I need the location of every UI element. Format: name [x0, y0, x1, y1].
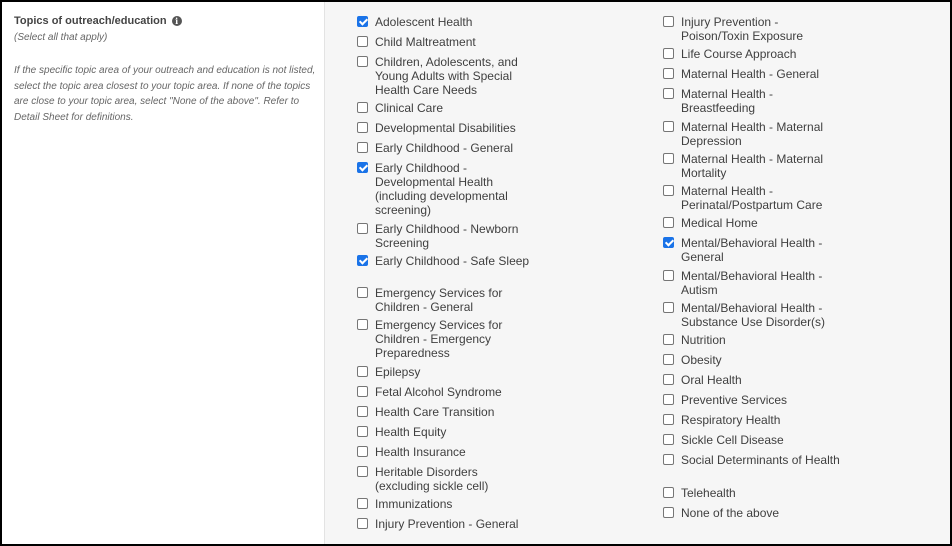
topic-option-label: Maternal Health - Breastfeeding	[681, 87, 774, 115]
topic-option[interactable]	[663, 236, 848, 264]
topic-option[interactable]	[663, 216, 848, 230]
topic-option[interactable]	[357, 318, 532, 360]
topic-option[interactable]	[663, 152, 848, 180]
topic-option[interactable]	[357, 365, 532, 379]
checkbox[interactable]	[357, 386, 368, 397]
topic-option-label: Child Maltreatment	[375, 35, 476, 49]
topic-option[interactable]	[357, 405, 532, 419]
topic-option-label: Early Childhood - Newborn Screening	[375, 222, 519, 250]
checkbox[interactable]	[357, 102, 368, 113]
topic-option[interactable]	[663, 269, 848, 297]
checkbox[interactable]	[357, 466, 368, 477]
checkbox[interactable]	[357, 518, 368, 529]
topic-option-label: Obesity	[681, 353, 722, 367]
topic-option[interactable]	[357, 445, 532, 459]
topic-option-label: Preventive Services	[681, 393, 788, 407]
checkbox-checked[interactable]	[357, 255, 368, 266]
topic-option[interactable]	[663, 87, 848, 115]
checkbox-checked[interactable]	[357, 16, 368, 27]
question-panel	[2, 2, 325, 544]
topic-option[interactable]	[663, 184, 848, 212]
checkbox[interactable]	[357, 223, 368, 234]
topic-option[interactable]	[357, 465, 532, 493]
topic-option[interactable]	[663, 301, 848, 329]
topic-option[interactable]	[663, 67, 848, 81]
checkbox[interactable]	[357, 406, 368, 417]
topic-option-label: Nutrition	[681, 333, 726, 347]
question-title	[14, 15, 182, 27]
topic-option[interactable]	[357, 121, 532, 135]
topic-option-label: Injury Prevention - General	[375, 517, 519, 531]
checkbox[interactable]	[357, 142, 368, 153]
checkbox[interactable]	[357, 366, 368, 377]
topic-option-label: Maternal Health - General	[681, 67, 820, 81]
checkbox[interactable]	[663, 270, 674, 281]
topic-option-label: Health Insurance	[375, 445, 466, 459]
topic-option[interactable]	[663, 486, 848, 500]
topic-option-label: Epilepsy	[375, 365, 421, 379]
checkbox[interactable]	[663, 68, 674, 79]
topic-option-label: Emergency Services for Children - General	[375, 286, 503, 314]
topic-option-label: Social Determinants of Health	[681, 453, 840, 467]
topic-option-label: Sickle Cell Disease	[681, 433, 784, 447]
question-subtitle: (Select all that apply)	[14, 32, 108, 43]
topic-option-label: Fetal Alcohol Syndrome	[375, 385, 502, 399]
topic-option-label: Emergency Services for Children - Emergency Preparedness	[375, 318, 503, 360]
checkbox[interactable]	[357, 319, 368, 330]
checkbox[interactable]	[663, 153, 674, 164]
topic-option[interactable]	[663, 413, 848, 427]
topic-option[interactable]	[663, 433, 848, 447]
topic-option[interactable]	[357, 254, 532, 268]
checkbox[interactable]	[357, 287, 368, 298]
topic-option-label: Mental/Behavioral Health - General	[681, 236, 823, 264]
checkbox[interactable]	[357, 122, 368, 133]
checkbox[interactable]	[663, 48, 674, 59]
topic-option-label: Maternal Health - Perinatal/Postpartum Care	[681, 184, 823, 212]
topic-option[interactable]	[663, 120, 848, 148]
checkbox[interactable]	[357, 498, 368, 509]
question-help-text: If the specific topic area of your outreach and education is not listed, select the topic area closest to your topic area. If none of the topics are close to your topic area, select "None of the above". Refer to Detail Sheet for definitions.	[14, 65, 316, 123]
checkbox[interactable]	[357, 56, 368, 67]
topic-option[interactable]	[357, 55, 532, 97]
topic-option-label: Health Care Transition	[375, 405, 495, 419]
topic-option[interactable]	[357, 222, 532, 250]
topic-option[interactable]	[357, 385, 532, 399]
topic-option[interactable]	[357, 286, 532, 314]
checkbox[interactable]	[357, 36, 368, 47]
topic-option[interactable]	[663, 333, 848, 347]
topic-option-label: Early Childhood - Safe Sleep	[375, 254, 530, 268]
topic-option[interactable]	[357, 15, 532, 29]
topic-option-label: Maternal Health - Maternal Mortality	[681, 152, 824, 180]
checkbox[interactable]	[663, 434, 674, 445]
checkbox[interactable]	[663, 454, 674, 465]
topic-option-label: Respiratory Health	[681, 413, 781, 427]
topic-option[interactable]	[663, 506, 848, 520]
topic-option-label: Developmental Disabilities	[375, 121, 516, 135]
checkbox[interactable]	[663, 185, 674, 196]
topic-option-label: Mental/Behavioral Health - Autism	[681, 269, 823, 297]
topic-option-label: Life Course Approach	[681, 47, 797, 61]
topic-option-label: Immunizations	[375, 497, 453, 511]
checkbox-checked[interactable]	[663, 237, 674, 248]
question-title-text: Topics of outreach/education	[14, 15, 167, 27]
topic-option[interactable]	[357, 141, 532, 155]
topic-option-label: Health Equity	[375, 425, 447, 439]
topic-option-label: Heritable Disorders (excluding sickle cell)	[375, 465, 489, 493]
topic-option[interactable]	[663, 453, 848, 467]
checkbox[interactable]	[663, 334, 674, 345]
topic-option[interactable]	[663, 15, 848, 43]
topic-option[interactable]	[357, 35, 532, 49]
topic-option[interactable]	[663, 353, 848, 367]
info-icon[interactable]: i	[172, 16, 182, 26]
topic-option-label: Clinical Care	[375, 101, 444, 115]
topic-option-label: Medical Home	[681, 216, 758, 230]
topic-option[interactable]	[357, 425, 532, 439]
checkbox[interactable]	[663, 374, 674, 385]
topic-option[interactable]	[663, 47, 848, 61]
checkbox[interactable]	[663, 414, 674, 425]
topic-option-label: Early Childhood - Developmental Health (including developmental screening)	[375, 161, 508, 217]
topic-option-label: Injury Prevention - Poison/Toxin Exposure	[681, 15, 804, 43]
topic-option-label: Maternal Health - Maternal Depression	[681, 120, 824, 148]
topic-option[interactable]	[357, 517, 532, 531]
checkbox[interactable]	[663, 121, 674, 132]
checkbox[interactable]	[663, 507, 674, 518]
topic-option-label: Oral Health	[681, 373, 742, 387]
checkbox[interactable]	[663, 394, 674, 405]
checkbox[interactable]	[663, 88, 674, 99]
topic-option-label: Telehealth	[681, 486, 736, 500]
checkbox-checked[interactable]	[357, 162, 368, 173]
topic-option-label: Early Childhood - General	[375, 141, 514, 155]
checkbox[interactable]	[663, 354, 674, 365]
topic-option[interactable]	[357, 161, 532, 217]
checkbox[interactable]	[663, 487, 674, 498]
checkbox[interactable]	[663, 302, 674, 313]
topic-option[interactable]	[357, 497, 532, 511]
topic-option-label: Adolescent Health	[375, 15, 473, 29]
topic-option[interactable]	[357, 101, 532, 115]
topic-option-label: None of the above	[681, 506, 780, 520]
topic-option-label: Children, Adolescents, and Young Adults with Special Health Care Needs	[375, 55, 518, 97]
topic-option[interactable]	[663, 373, 848, 387]
checkbox[interactable]	[357, 426, 368, 437]
topic-option[interactable]	[663, 393, 848, 407]
checkbox[interactable]	[663, 16, 674, 27]
checkbox[interactable]	[357, 446, 368, 457]
topic-option-label: Mental/Behavioral Health - Substance Use Disorder(s)	[681, 301, 826, 329]
checkbox[interactable]	[663, 217, 674, 228]
